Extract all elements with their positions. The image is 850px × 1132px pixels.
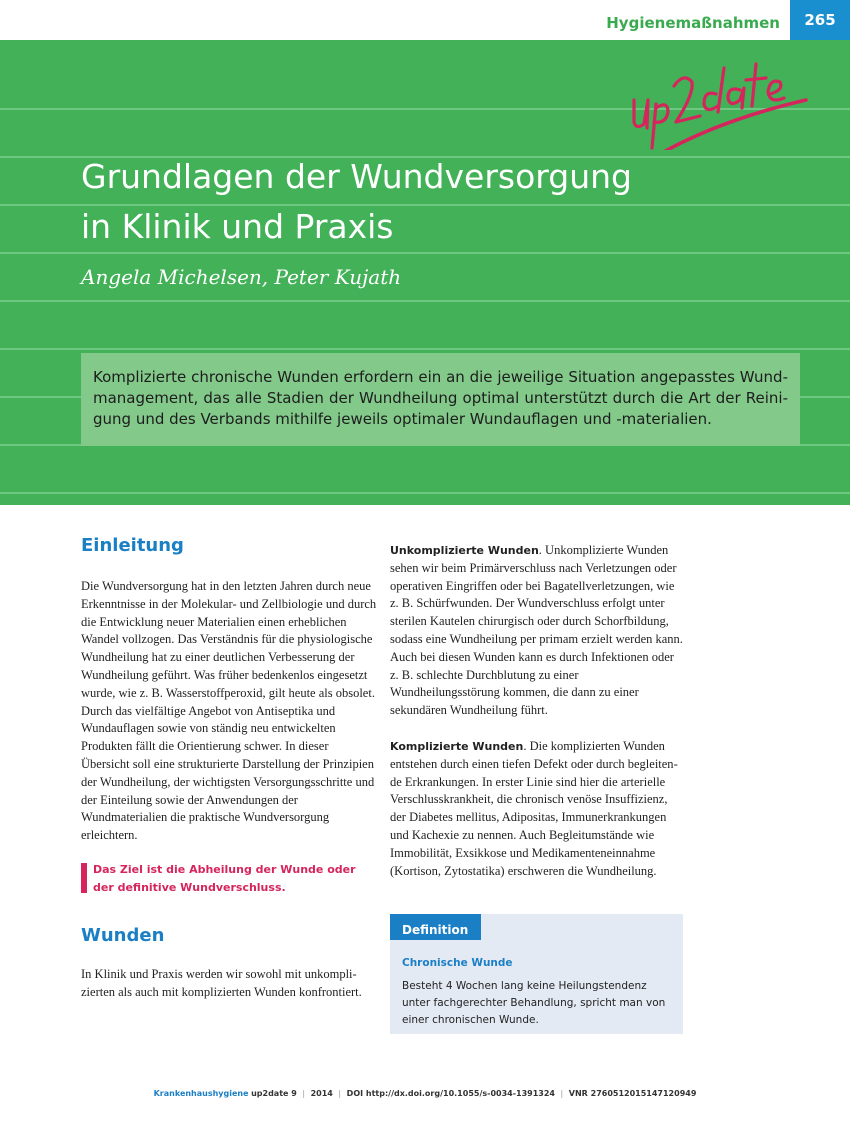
abstract-text: Komplizierte chronische Wunden erfordern ein an die jeweilige Situation angepasstes Wundmanagement, das alle Stadien der Wundheilung optimal unterstützt durch die Art der Reinigung und des Verbands mithilfe jeweils optimaler Wundauflagen und -materialien. (93, 368, 788, 428)
hero-rule (0, 252, 850, 254)
article-authors: Angela Michelsen, Peter Kujath (81, 265, 402, 289)
definition-tab: Definition (390, 914, 481, 940)
definition-box (390, 914, 683, 1034)
footer-year: 2014 (310, 1089, 333, 1098)
complicated-paragraph (390, 738, 685, 880)
uncomplicated-text: . Unkomplizierte Wunden sehen wir beim Primärverschluss nach Verletzungen oder operativen Eingriffen oder bei Bagatellverletzungen, wie z. B. Schürfwunden. Der Wundverschluss erfolgt unter sterilen Kautelen chirurgisch oder durch Schorfbildung, sodass eine Wundheilung per primam erzielt werden kann. Auch bei diesen Wunden kann es durch Infektionen oder z. B. schlechte Durchblutung zu einer Wundheilungsstörung kommen, die dann zu einer sekundären Wundheilung führt. (390, 543, 683, 718)
abstract-box (81, 353, 800, 446)
article-title-line2: in Klinik und Praxis (81, 207, 394, 246)
up2date-logo (620, 50, 810, 150)
footer-doi: DOI http://dx.doi.org/10.1055/s-0034-1391324 (346, 1089, 555, 1098)
page-number: 265 (790, 0, 850, 40)
heading-einleitung: Einleitung (81, 535, 184, 556)
article-hero (0, 40, 850, 505)
definition-text: Besteht 4 Wochen lang keine Heilungstendenz unter fachgerechter Behandlung, spricht man von einer chronischen Wunde. (402, 980, 666, 1026)
term-complicated: Komplizierte Wunden (390, 739, 524, 753)
intro-paragraph: Die Wundversorgung hat in den letzten Jahren durch neue Erkenntnisse in der Molekular- und Zellbiologie und durch die Entwicklung neuer Materialien einen erheblichen Wandel vollzogen. Das Verständnis für die physiologische Wundheilung hat zu einer deutlichen Verbesserung der Wundheilung geführt. Was früher bedenkenlos eingesetzt wurde, wie z. B. Wasserstoffperoxid, gilt heute als obsolet. Durch das vielfältige Angebot von Antiseptika und Wundauflagen sowie von ständig neu entwickelten Produkten fällt die Orientierung schwer. In dieser Übersicht soll eine strukturierte Darstellung der Prinzipien der Wundheilung, der wichtigsten Versorgungsschritte und der Einteilung sowie der Anwendungen der Wundmaterialien die praktische Wundversorgung erleichtern. (81, 579, 377, 843)
footer-separator: | (338, 1089, 342, 1098)
term-uncomplicated: Unkomplizierte Wunden (390, 544, 539, 557)
heading-wunden: Wunden (81, 924, 165, 946)
definition-heading: Chronische Wunde (402, 957, 513, 969)
complicated-text: . Die komplizierten Wunden entstehen durch einen tiefen Defekt oder durch begleitende Erkrankungen. In erster Linie sind hier die arterielle Verschlusskrankheit, die chronisch venöse Insuffizienz, der Diabetes mellitus, Adipositas, Immunerkrankungen und Kachexie zu nennen. Auch Begleitumstände wie Immobilität, Exsikkose und Medikamenteneinnahme (Kortison, Zytostatika) erschweren die Wundheilung. (390, 738, 678, 878)
footer-separator: | (560, 1089, 564, 1098)
footer-issue: up2date 9 (251, 1089, 297, 1098)
key-statement: Das Ziel ist die Abheilung der Wunde oder der definitive Wundverschluss. (81, 861, 377, 897)
running-header (0, 0, 850, 40)
uncomplicated-paragraph (390, 542, 685, 720)
left-column (81, 535, 377, 1002)
article-title-line1: Grundlagen der Wundversorgung (81, 157, 632, 196)
page-footer (0, 1089, 850, 1098)
hero-rule (0, 492, 850, 494)
wounds-paragraph: In Klinik und Praxis werden wir sowohl mit unkomplizierten als auch mit komplizierten Wunden konfrontiert. (81, 966, 362, 999)
footer-separator: | (302, 1089, 306, 1098)
article-title (81, 152, 681, 252)
hero-rule (0, 300, 850, 302)
section-label: Hygienemaßnahmen (606, 14, 780, 32)
hero-rule (0, 348, 850, 350)
footer-vnr: VNR 2760512015147120949 (568, 1089, 697, 1098)
right-column (390, 542, 685, 880)
footer-journal: Krankenhaushygiene (153, 1089, 249, 1098)
